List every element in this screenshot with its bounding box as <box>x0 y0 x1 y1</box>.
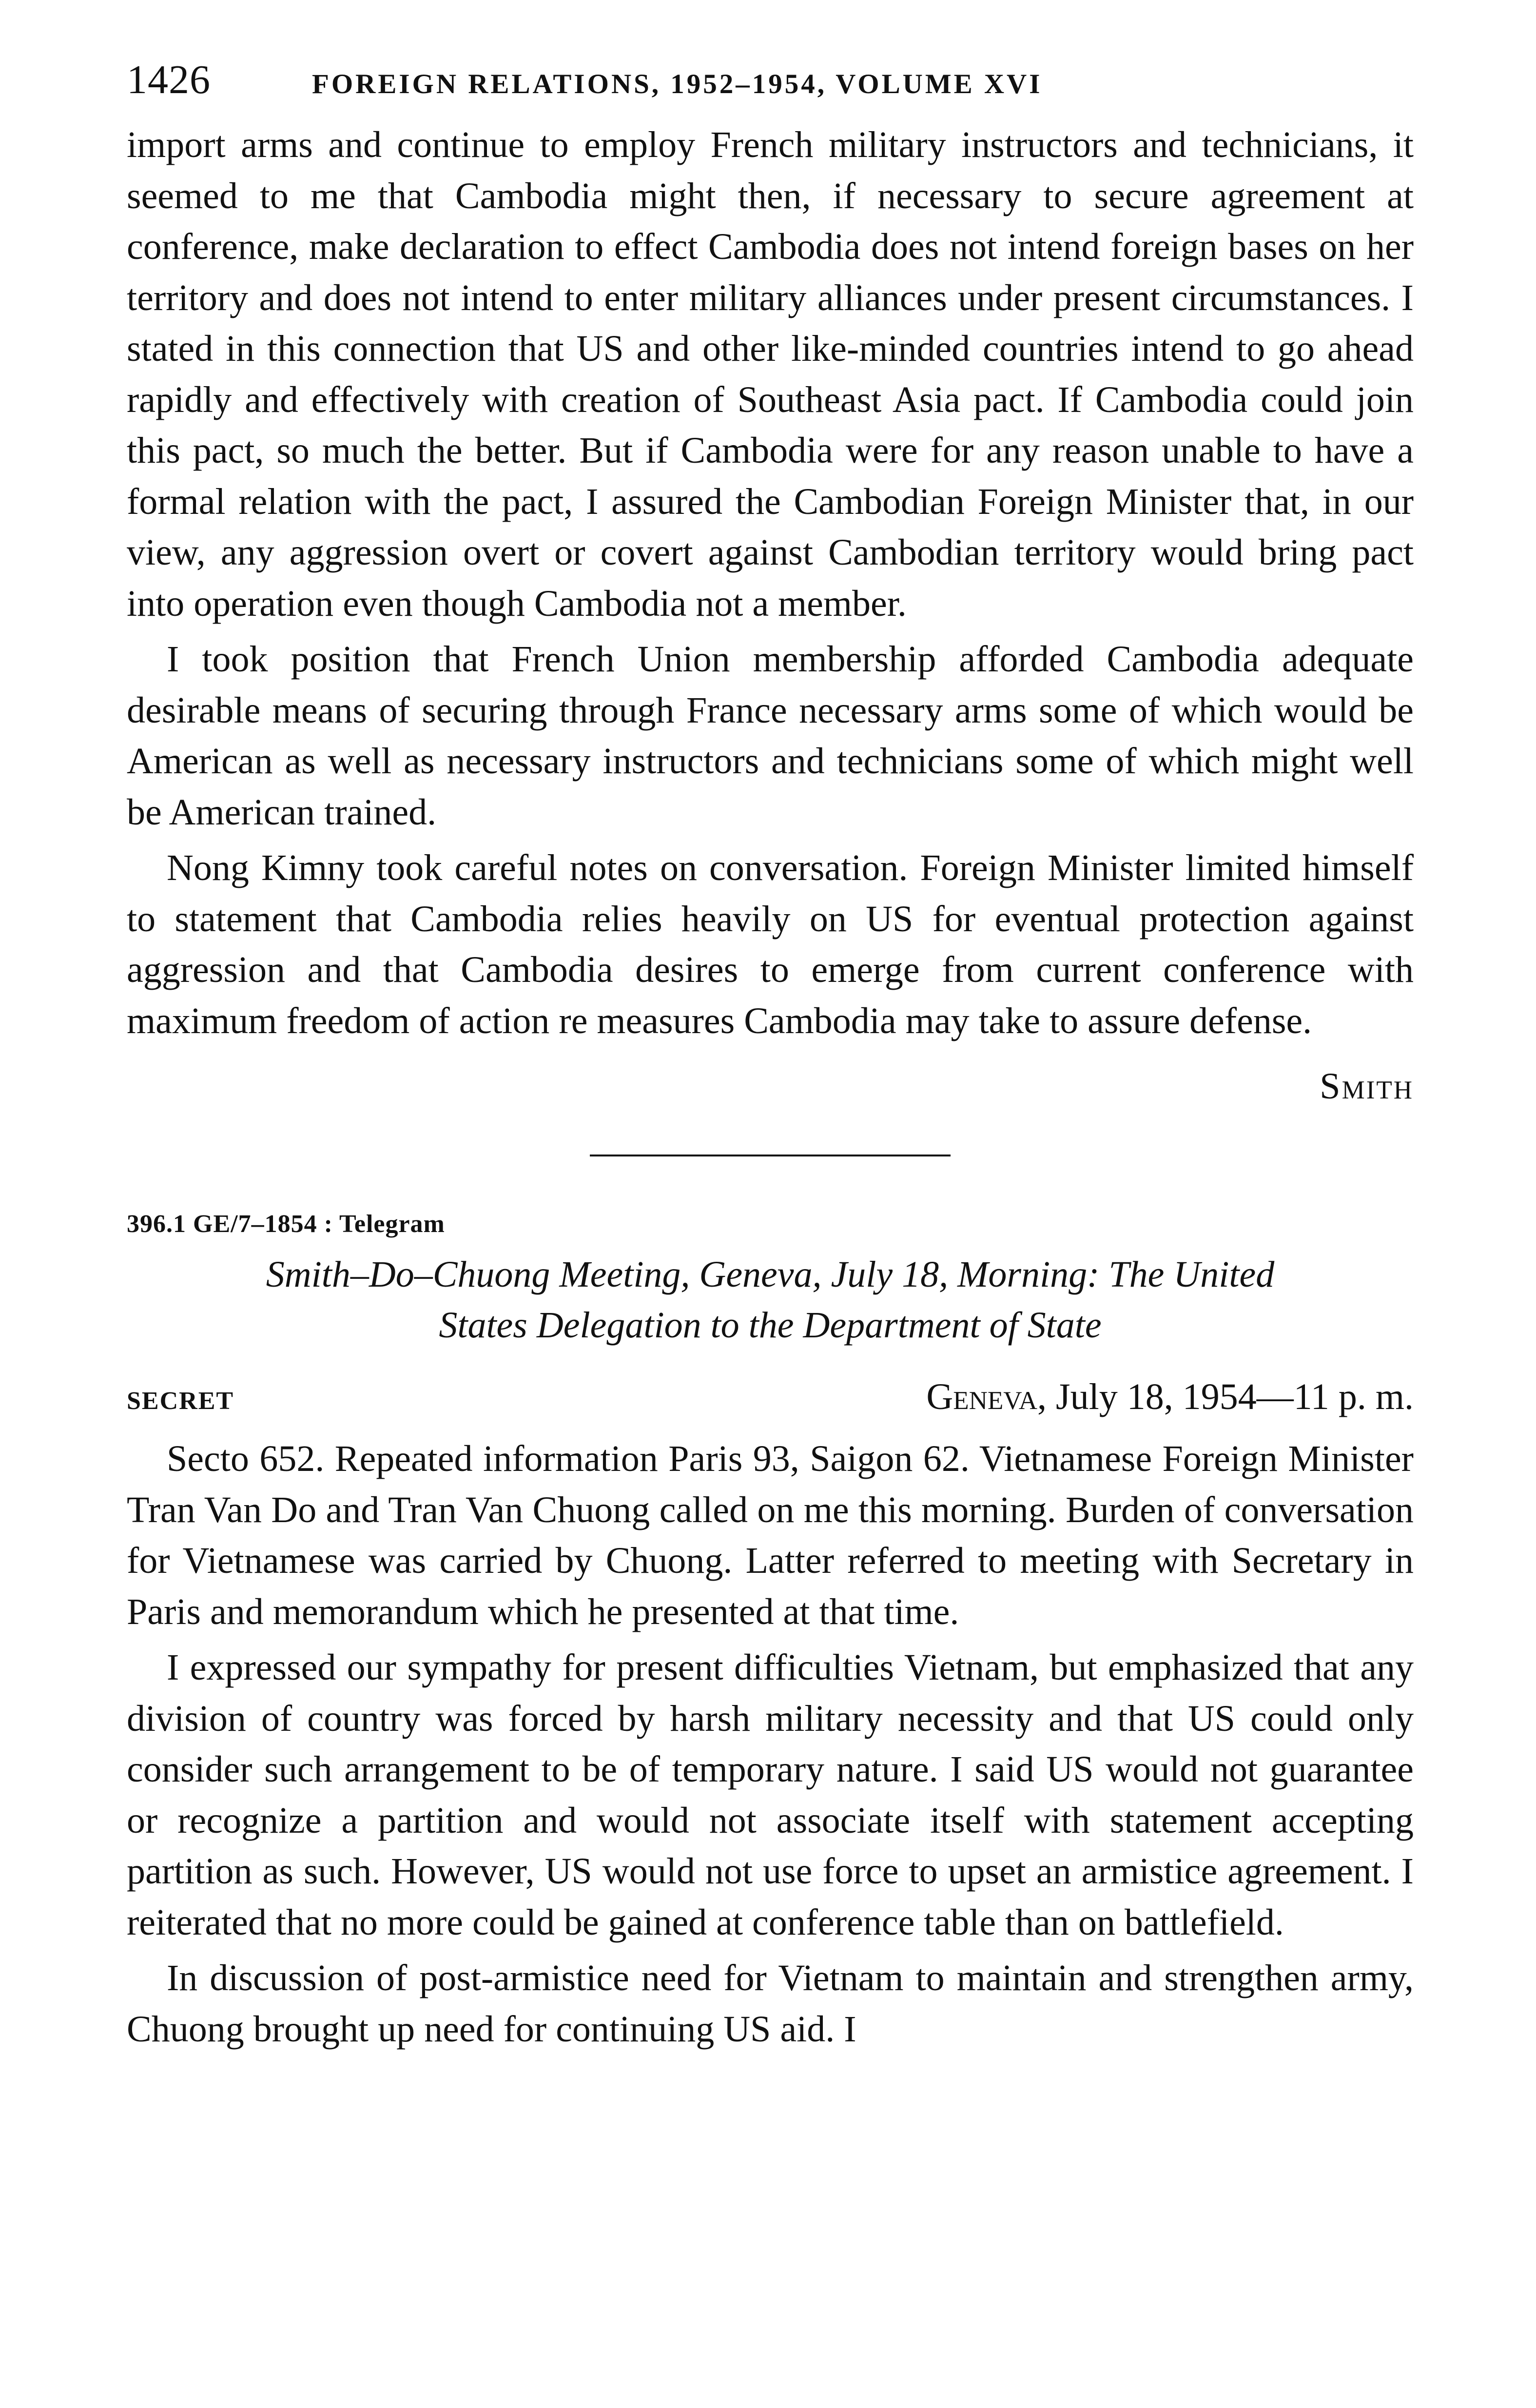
document-title-line: Smith–Do–Chuong Meeting, Geneva, July 18, Morning: The United <box>266 1254 1275 1295</box>
body-paragraph: Secto 652. Repeated information Paris 93, Saigon 62. Vietnamese Foreign Minister Tran Van Do and Tran Van Chuong called on me this morning. Burden of conversation for Vietnamese was carried by Chuong. Latter referred to meeting with Secretary in Paris and memorandum which he presented at that time. <box>127 1438 1414 1632</box>
classification-label: SECRET <box>127 1387 234 1415</box>
body-paragraph: In discussion of post-armistice need for Vietnam to maintain and strengthen army, Chuong brought up need for continuing US aid. I <box>127 1958 1414 2050</box>
date: July 18, 1954—11 p. m. <box>1056 1376 1414 1417</box>
signature: Smith <box>1320 1066 1414 1107</box>
place-and-date <box>926 1376 1414 1418</box>
body-paragraph: Nong Kimny took careful notes on conversation. Foreign Minister limited himself to statement that Cambodia relies heavily on US for eventual protection against aggression and that Cambodia desires to emerge from current conference with maximum freedom of action re measures Cambodia may take to assure defense. <box>127 847 1414 1041</box>
body-paragraph: I took position that French Union membership afforded Cambodia adequate desirable means of securing through France necessary arms some of which would be American as well as necessary instructors and technicians some of which might well be American trained. <box>127 639 1414 833</box>
dateline <box>127 1376 1414 1427</box>
section-divider <box>590 1155 951 1156</box>
document-page <box>127 56 1414 2055</box>
document-title-line: States Delegation to the Department of State <box>439 1305 1102 1346</box>
body-paragraph: I expressed our sympathy for present difficulties Vietnam, but emphasized that any division of country was forced by harsh military necessity and that US could only consider such arrangement to be of temporary nature. I said US would not guarantee or recognize a partition and would not associate itself with statement accepting partition as such. However, US would not use force to upset an armistice agreement. I reiterated that no more could be gained at conference table than on battlefield. <box>127 1647 1414 1943</box>
document-body <box>127 1433 1414 2055</box>
document-title <box>127 1249 1414 1351</box>
page-number: 1426 <box>127 57 211 102</box>
file-reference: 396.1 GE/7–1854 : Telegram <box>127 1210 445 1238</box>
body-paragraph: import arms and continue to employ French military instructors and technicians, it seemed to me that Cambodia might then, if necessary to secure agreement at conference, make declaration to effect Cambodia does not intend foreign bases on her territory and does not intend to enter military alliances under present circumstances. I stated in this connection that US and other like-minded countries intend to go ahead rapidly and effectively with creation of Southeast Asia pact. If Cambodia could join this pact, so much the better. But if Cambodia were for any reason unable to have a formal relation with the pact, I assured the Cambodian Foreign Minister that, in our view, any aggression overt or covert against Cambodian territory would bring pact into operation even though Cambodia not a member. <box>127 124 1414 624</box>
previous-document-body <box>127 119 1414 1112</box>
running-header <box>127 56 1414 119</box>
running-title: FOREIGN RELATIONS, 1952–1954, VOLUME XVI <box>312 69 1043 99</box>
place: Geneva, <box>926 1376 1047 1417</box>
